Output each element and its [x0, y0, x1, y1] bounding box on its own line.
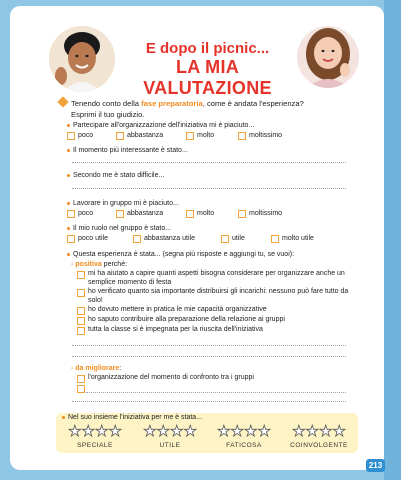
- question-4: [67, 199, 357, 218]
- star-icon[interactable]: ★: [332, 423, 346, 440]
- bullet-icon: [67, 124, 70, 127]
- rating-label: SPECIALE: [77, 442, 113, 449]
- positive-item-5[interactable]: tutta la classe si è impegnata per la riuscita dell'iniziativa: [77, 326, 349, 335]
- improve-item-1[interactable]: l'organizzazione del momento di confronto tra i gruppi: [77, 374, 349, 383]
- question-4-text: Lavorare in gruppo mi è piaciuto...: [73, 200, 179, 207]
- star-icon[interactable]: ★: [244, 423, 258, 440]
- checkbox[interactable]: [133, 235, 141, 243]
- q1-option-3[interactable]: molto: [186, 131, 238, 140]
- rating-label: UTILE: [159, 442, 181, 449]
- checkbox[interactable]: [77, 271, 85, 279]
- improve-label: - da migliorare: [71, 365, 120, 372]
- checkbox[interactable]: [116, 210, 124, 218]
- question-6: [67, 250, 349, 335]
- page-number: 213: [366, 459, 385, 472]
- girl-photo: [297, 26, 359, 88]
- checkbox[interactable]: [116, 132, 124, 140]
- answer-line[interactable]: [72, 162, 346, 163]
- bullet-icon: [62, 416, 65, 419]
- intro-text-before: Tenendo conto della: [71, 99, 142, 108]
- star-icon[interactable]: ★: [257, 423, 271, 440]
- bullet-icon: [67, 253, 70, 256]
- rating-group-coinvolgente: [287, 424, 351, 449]
- star-icon[interactable]: ★: [217, 423, 231, 440]
- star-icon[interactable]: ★: [230, 423, 244, 440]
- answer-line[interactable]: [86, 392, 346, 393]
- question-1-text: Partecipare all'organizzazione dell'iniziativa mi è piaciuto...: [73, 122, 255, 129]
- star-icon[interactable]: ★: [108, 423, 122, 440]
- checkbox[interactable]: [186, 132, 194, 140]
- question-2: [67, 146, 357, 155]
- checkbox[interactable]: [238, 210, 246, 218]
- question-2-text: Il momento più interessante è stato...: [73, 147, 188, 154]
- bullet-icon: [67, 174, 70, 177]
- question-3-text: Secondo me è stato difficile...: [73, 172, 165, 179]
- q1-option-2[interactable]: abbastanza: [116, 131, 186, 140]
- q5-option-1[interactable]: poco utile: [67, 234, 133, 243]
- intro-instruction: [60, 98, 360, 120]
- answer-line[interactable]: [72, 401, 346, 402]
- star-icon[interactable]: ★: [170, 423, 184, 440]
- checkbox[interactable]: [271, 235, 279, 243]
- q5-option-3[interactable]: utile: [221, 234, 271, 243]
- checkbox[interactable]: [77, 375, 85, 383]
- bullet-icon: [67, 149, 70, 152]
- question-5-text: Il mio ruolo nel gruppo è stato...: [73, 225, 172, 232]
- positive-item-1[interactable]: mi ha aiutato a capire quanti aspetti bisogna considerare per organizzare anche un semplice momento di festa: [77, 270, 349, 287]
- positive-suffix: perché:: [101, 261, 128, 268]
- rating-group-faticosa: [212, 424, 276, 449]
- boy-photo: [49, 26, 115, 92]
- rating-label: FATICOSA: [226, 442, 262, 449]
- q5-option-4[interactable]: molto utile: [271, 234, 331, 243]
- rating-label: COINVOLGENTE: [290, 442, 348, 449]
- improve-suffix: :: [119, 365, 122, 372]
- rating-question: Nel suo insieme l'iniziativa per me è stata...: [62, 414, 202, 421]
- answer-line[interactable]: [72, 188, 346, 189]
- checkbox[interactable]: [67, 132, 75, 140]
- improve-section: [67, 364, 349, 393]
- checkbox[interactable]: [238, 132, 246, 140]
- question-1: [67, 121, 357, 140]
- question-6-text: Questa esperienza è stata... (segna più risposte e aggiungi tu, se vuoi):: [73, 251, 295, 258]
- answer-line[interactable]: [72, 356, 346, 357]
- bullet-icon: [67, 227, 70, 230]
- page-edge-strip: [384, 0, 401, 480]
- star-icon[interactable]: ★: [68, 423, 82, 440]
- star-icon[interactable]: ★: [143, 423, 157, 440]
- q4-option-4[interactable]: moltissimo: [238, 209, 308, 218]
- question-3: [67, 171, 357, 180]
- star-icon[interactable]: ★: [305, 423, 319, 440]
- star-icon[interactable]: ★: [292, 423, 306, 440]
- checkbox[interactable]: [67, 210, 75, 218]
- title-line-1: E dopo il picnic...: [145, 40, 270, 57]
- answer-line[interactable]: [72, 345, 346, 346]
- checkbox[interactable]: [77, 317, 85, 325]
- q4-option-3[interactable]: molto: [186, 209, 238, 218]
- star-icon[interactable]: ★: [81, 423, 95, 440]
- q4-option-1[interactable]: poco: [67, 209, 116, 218]
- intro-text-after: , come è andata l'esperienza?: [202, 99, 304, 108]
- star-icon[interactable]: ★: [156, 423, 170, 440]
- rating-group-speciale: [63, 424, 127, 449]
- intro-line-2: Esprimi il tuo giudizio.: [71, 110, 145, 119]
- checkbox[interactable]: [77, 327, 85, 335]
- positive-item-4[interactable]: ho saputo contribuire alla preparazione della relazione ai gruppi: [77, 316, 349, 325]
- page-title: LA MIA VALUTAZIONE: [143, 57, 272, 98]
- positive-label: - positiva: [71, 261, 102, 268]
- question-5: [67, 224, 357, 243]
- title-block: [120, 40, 295, 99]
- q1-option-4[interactable]: moltissimo: [238, 131, 308, 140]
- positive-item-3[interactable]: ho dovuto mettere in pratica le mie capacità organizzative: [77, 306, 349, 315]
- bullet-icon: [67, 202, 70, 205]
- intro-highlight: fase preparatoria: [141, 99, 203, 108]
- checkbox[interactable]: [67, 235, 75, 243]
- q5-option-2[interactable]: abbastanza utile: [133, 234, 221, 243]
- checkbox[interactable]: [77, 385, 85, 393]
- checkbox[interactable]: [77, 289, 85, 297]
- q1-option-1[interactable]: poco: [67, 131, 116, 140]
- star-icon[interactable]: ★: [95, 423, 109, 440]
- star-icon[interactable]: ★: [183, 423, 197, 440]
- star-icon[interactable]: ★: [319, 423, 333, 440]
- rating-group-utile: [138, 424, 202, 449]
- checkbox[interactable]: [77, 307, 85, 315]
- positive-item-2[interactable]: ho verificato quanto sia importante distribuirsi gli incarichi: nessuno può fare tutto da solo!: [77, 288, 349, 305]
- checkbox[interactable]: [186, 210, 194, 218]
- checkbox[interactable]: [221, 235, 229, 243]
- q4-option-2[interactable]: abbastanza: [116, 209, 186, 218]
